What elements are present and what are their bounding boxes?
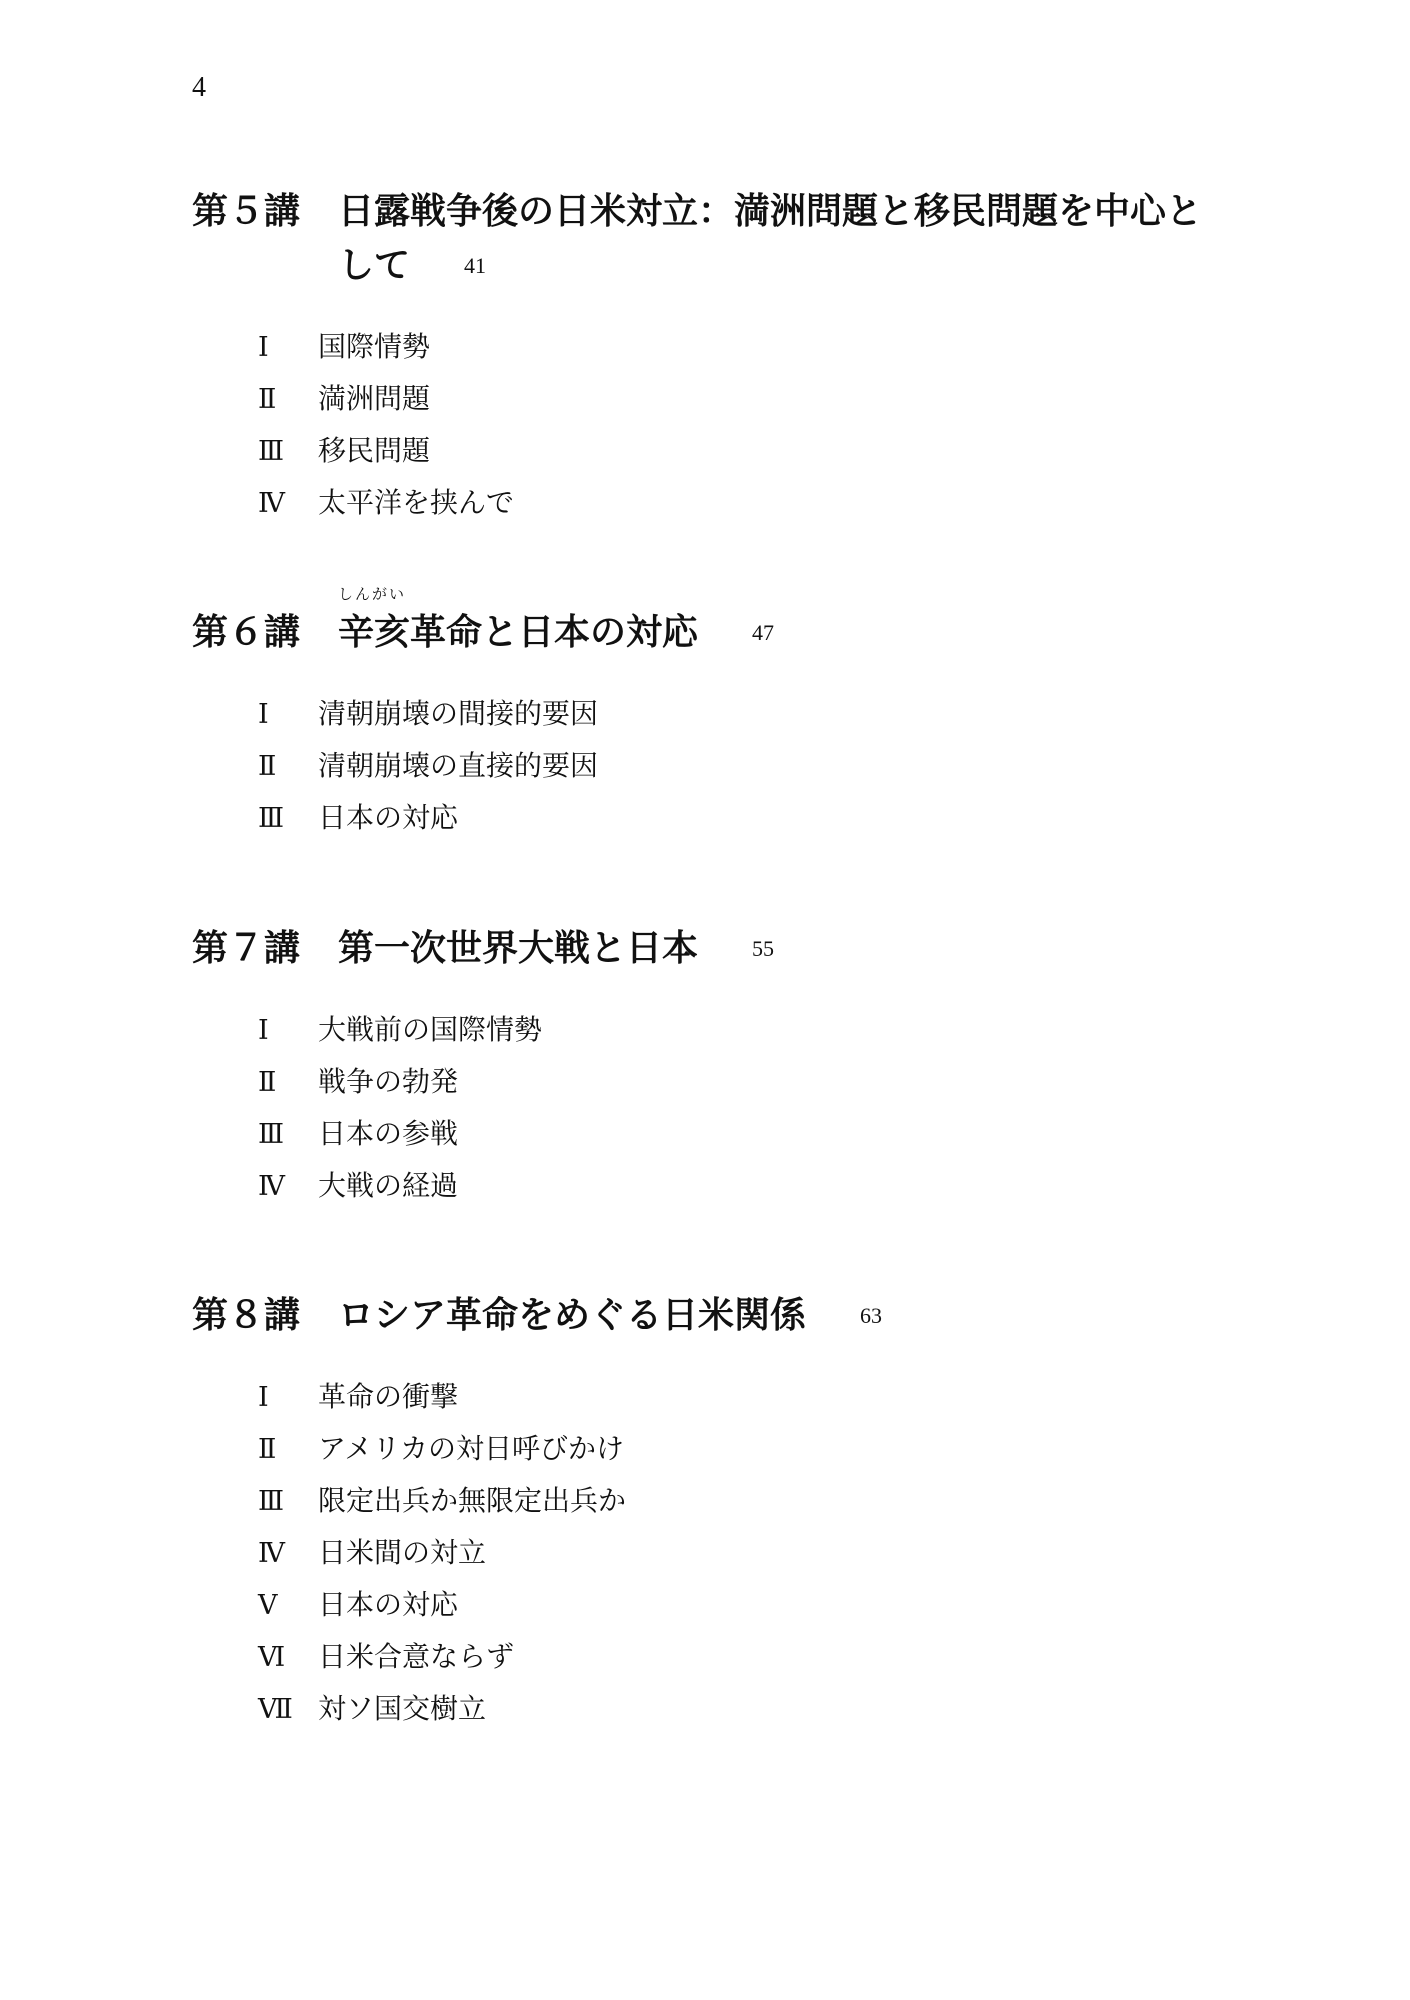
chapter-title[interactable]: 日露戦争後の日米対立：満洲問題と移民問題を中心と (338, 191, 1203, 232)
section-numeral: Ⅳ (258, 1171, 285, 1201)
chapter-number: 第７講 (192, 928, 301, 969)
list-item[interactable] (0, 1056, 1410, 1108)
section-title: 戦争の勃発 (318, 1065, 459, 1098)
chapter-number: 第６講 (192, 612, 301, 653)
section-numeral: Ⅴ (258, 1590, 278, 1620)
chapter-title-text: 第一次世界大戦と日本 (338, 928, 699, 969)
list-item[interactable] (0, 1527, 1410, 1579)
chapter-title-line2: して (338, 245, 411, 286)
section-title: 対ソ国交樹立 (318, 1692, 487, 1725)
ruby-base-text: 辛亥 (338, 612, 411, 653)
chapter-page-number: 63 (860, 1303, 883, 1328)
chapter-number: 第５講 (192, 191, 301, 232)
ruby-reading: しんがい (338, 585, 407, 603)
chapter-page-number: 41 (464, 253, 487, 278)
section-list (0, 1371, 1410, 1735)
section-numeral: Ⅳ (258, 488, 285, 518)
chapter-title[interactable] (338, 585, 1238, 660)
chapter-title-rest: 革命と日本の対応 (410, 612, 699, 653)
section-numeral: Ⅲ (258, 436, 285, 466)
section-title: 大戦の経過 (318, 1169, 459, 1202)
section-title: 清朝崩壊の直接的要因 (318, 749, 599, 782)
chapter-title-continued[interactable] (338, 239, 486, 293)
section-title: 清朝崩壊の間接的要因 (318, 697, 599, 730)
list-item[interactable] (0, 740, 1410, 792)
list-item[interactable] (0, 477, 1410, 529)
list-item[interactable] (0, 321, 1410, 373)
section-title: 日本の対応 (318, 1588, 459, 1621)
list-item[interactable] (0, 1108, 1410, 1160)
list-item[interactable] (0, 1683, 1410, 1735)
section-numeral: Ⅰ (258, 332, 269, 362)
section-title: 日本の対応 (318, 801, 459, 834)
section-title: 限定出兵か無限定出兵か (318, 1484, 627, 1517)
list-item[interactable] (0, 373, 1410, 425)
chapter-heading (0, 585, 1410, 660)
section-numeral: Ⅲ (258, 1486, 285, 1516)
section-title: 日米間の対立 (318, 1536, 487, 1569)
section-numeral: Ⅲ (258, 1119, 285, 1149)
chapter-title[interactable] (338, 1289, 1238, 1343)
section-numeral: Ⅱ (258, 1067, 277, 1097)
section-title: アメリカの対日呼びかけ (318, 1432, 625, 1465)
section-list (0, 688, 1410, 844)
section-numeral: Ⅳ (258, 1538, 285, 1568)
chapter-title[interactable] (338, 922, 1238, 976)
list-item[interactable] (0, 688, 1410, 740)
section-title: 満洲問題 (318, 382, 431, 415)
chapter-heading (0, 185, 1410, 293)
list-item[interactable] (0, 1579, 1410, 1631)
section-numeral: Ⅵ (258, 1642, 286, 1672)
section-numeral: Ⅲ (258, 803, 285, 833)
section-numeral: Ⅱ (258, 384, 277, 414)
list-item[interactable] (0, 425, 1410, 477)
list-item[interactable] (0, 1631, 1410, 1683)
section-list (0, 1004, 1410, 1212)
list-item[interactable] (0, 1004, 1410, 1056)
chapter-5 (0, 185, 1410, 519)
chapter-number: 第８講 (192, 1295, 301, 1336)
section-title: 太平洋を挟んで (318, 486, 515, 519)
chapter-heading (0, 922, 1410, 976)
section-title: 日本の参戦 (318, 1117, 459, 1150)
section-title: 日米合意ならず (318, 1640, 515, 1673)
chapter-6 (0, 585, 1410, 834)
chapter-page-number: 47 (752, 620, 775, 645)
section-numeral: Ⅶ (258, 1694, 293, 1724)
section-numeral: Ⅰ (258, 1382, 269, 1412)
list-item[interactable] (0, 792, 1410, 844)
list-item[interactable] (0, 1371, 1410, 1423)
page-number: 4 (192, 72, 206, 103)
section-numeral: Ⅱ (258, 751, 277, 781)
section-numeral: Ⅰ (258, 699, 269, 729)
section-title: 大戦前の国際情勢 (318, 1013, 543, 1046)
section-list (0, 321, 1410, 529)
ruby-base (338, 585, 411, 660)
chapter-page-number: 55 (752, 936, 775, 961)
chapter-heading (0, 1289, 1410, 1343)
section-title: 移民問題 (318, 434, 431, 467)
chapter-7 (0, 922, 1410, 1202)
chapter-8 (0, 1289, 1410, 1725)
section-numeral: Ⅰ (258, 1015, 269, 1045)
list-item[interactable] (0, 1475, 1410, 1527)
section-title: 国際情勢 (318, 330, 431, 363)
section-numeral: Ⅱ (258, 1434, 277, 1464)
chapter-title-text: ロシア革命をめぐる日米関係 (338, 1295, 807, 1336)
list-item[interactable] (0, 1423, 1410, 1475)
section-title: 革命の衝撃 (318, 1380, 459, 1413)
list-item[interactable] (0, 1160, 1410, 1212)
